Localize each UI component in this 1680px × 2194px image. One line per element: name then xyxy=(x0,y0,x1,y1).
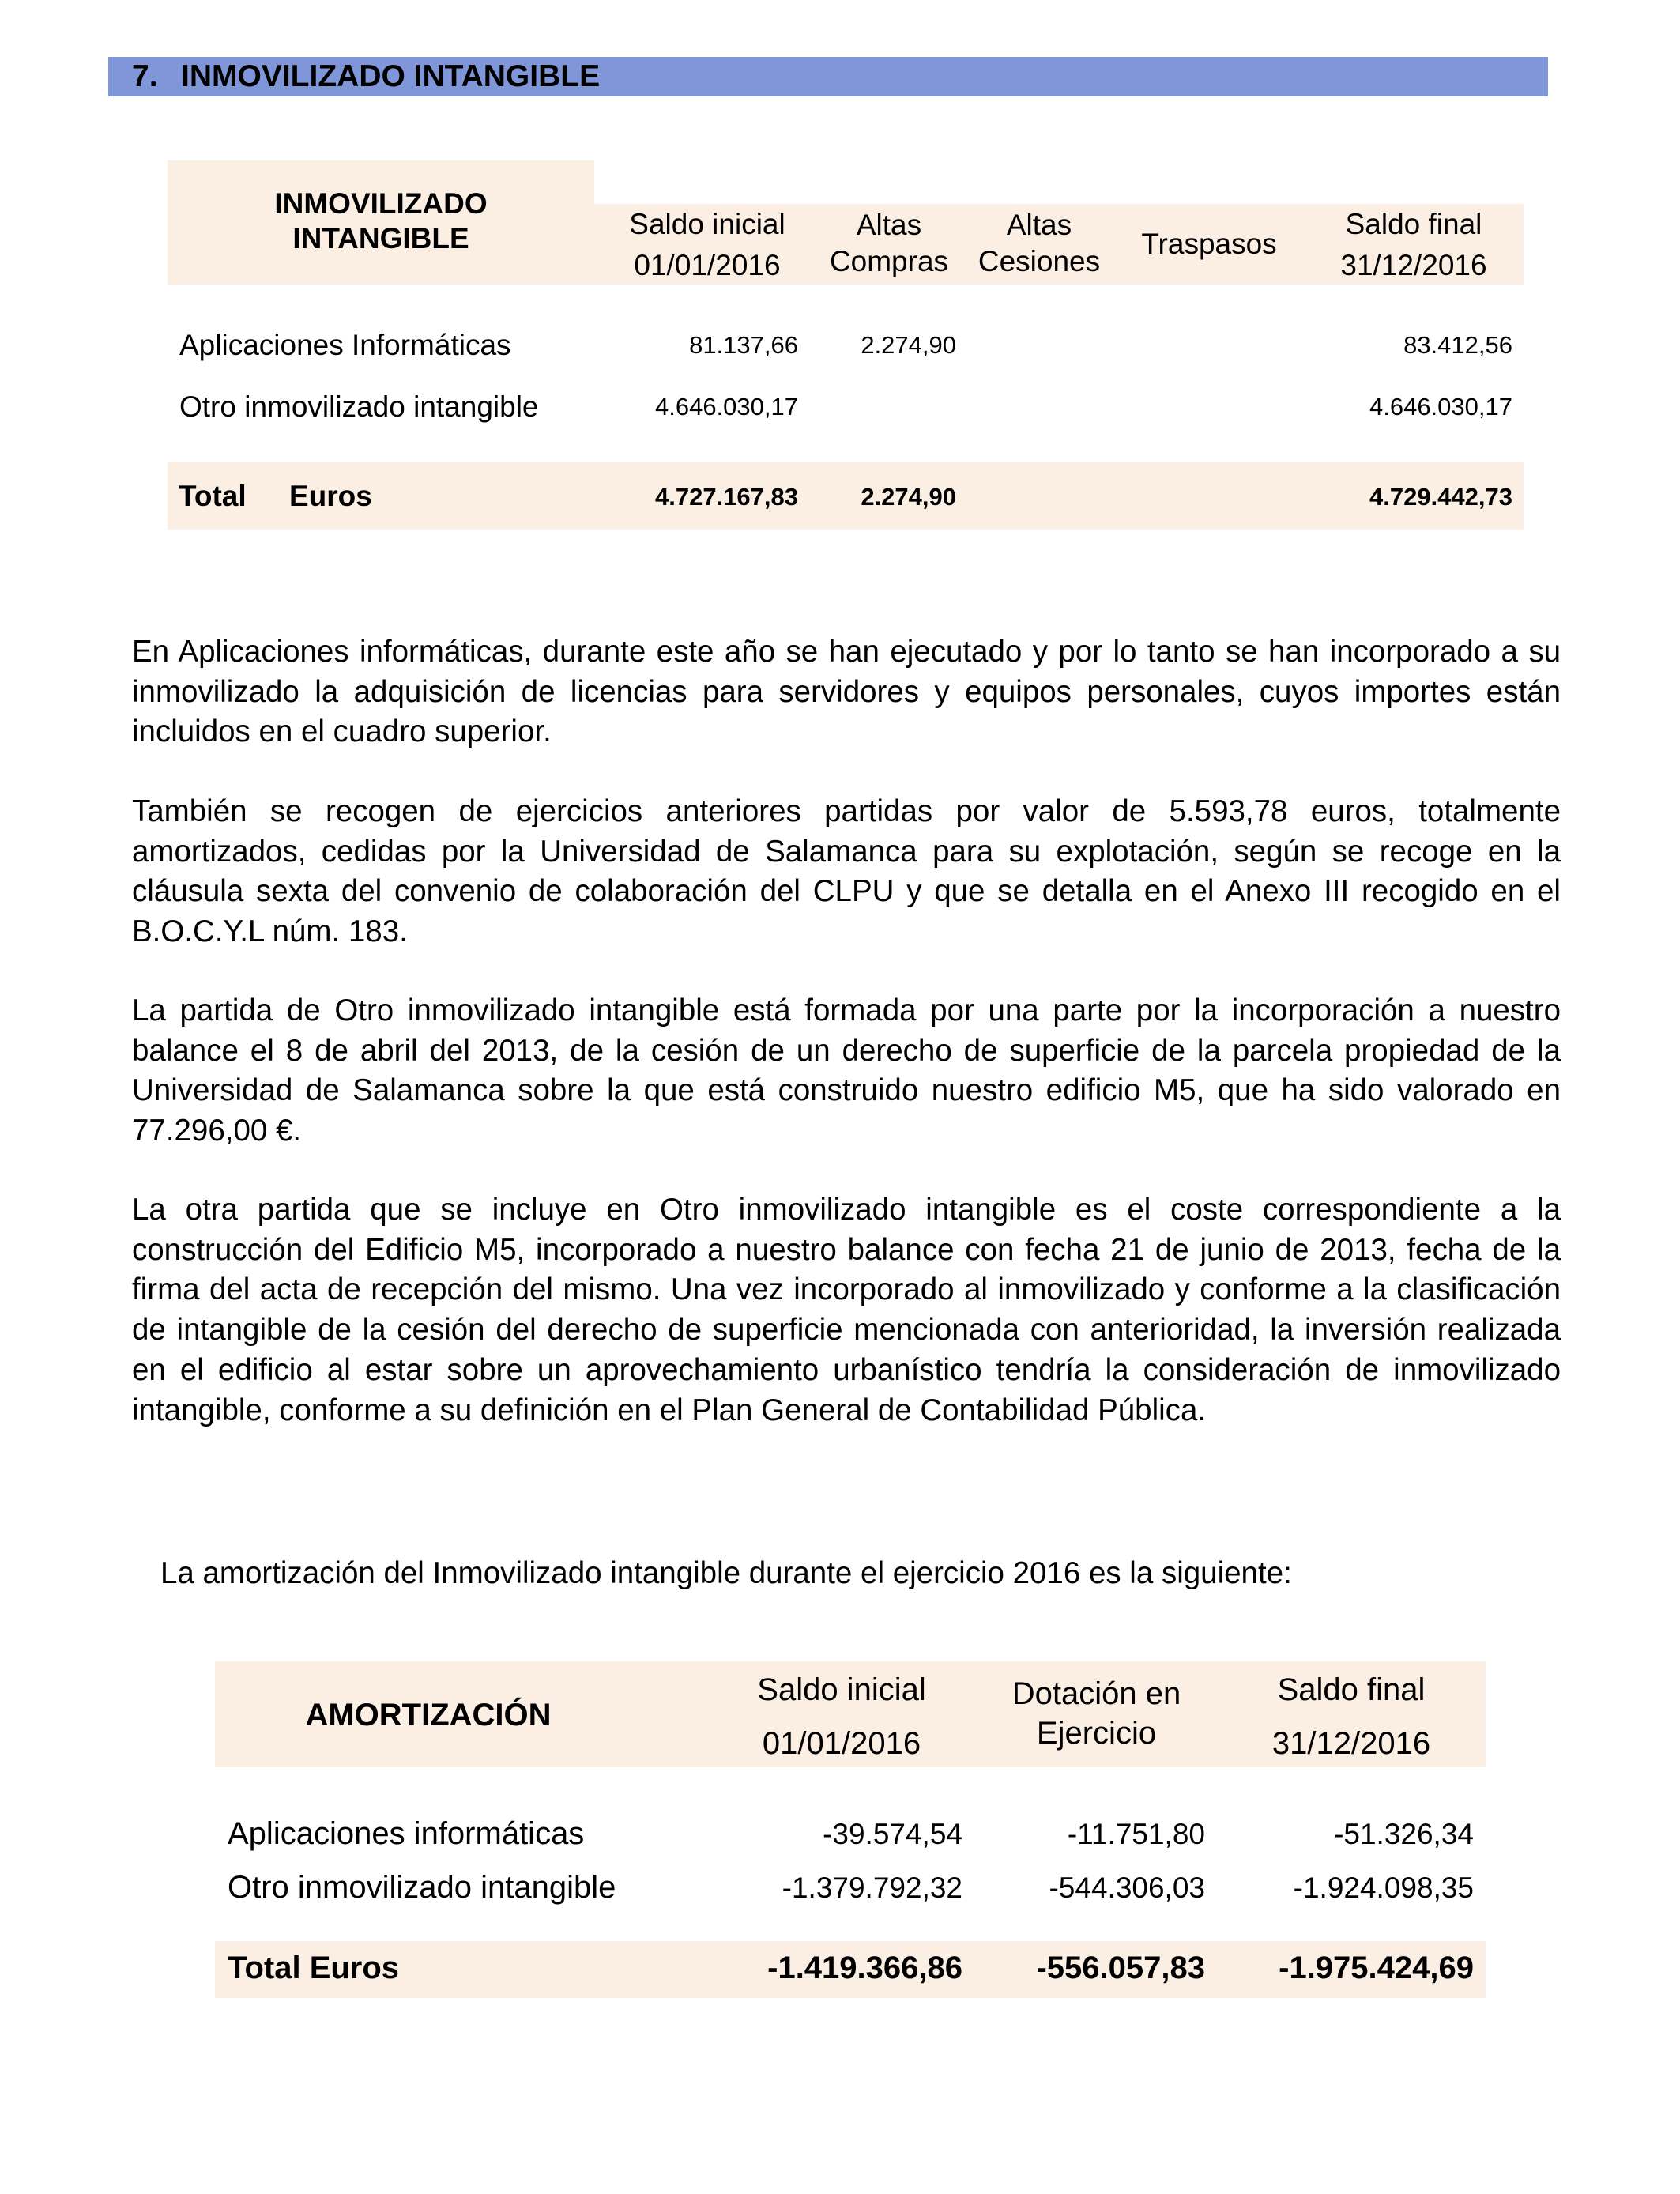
table1-header-saldo-inicial: Saldo inicial 01/01/2016 xyxy=(629,208,785,281)
paragraph: La partida de Otro inmovilizado intangible está formada por una parte por la incorporación a nuestro balance el 8 de abril del 2013, de la cesión de un derecho de superficie de la parcela propiedad de la Universidad de Salamanca sobre la que está construido nuestro edificio M5, que ha sido valorado en 77.296,00 €. xyxy=(132,993,1561,1148)
total-label: Total Euros xyxy=(228,1951,400,1985)
amortizacion-intro: La amortización del Inmovilizado intangible durante el ejercicio 2016 es la siguiente: xyxy=(160,1556,1292,1590)
row-saldo-inicial: 4.646.030,17 xyxy=(654,393,798,420)
row-saldo-inicial: -1.379.792,32 xyxy=(782,1872,962,1904)
table2-header-label: AMORTIZACIÓN xyxy=(305,1698,552,1732)
total-label: Total xyxy=(179,480,247,512)
row-label: Otro inmovilizado intangible xyxy=(228,1870,616,1905)
table2-header-dotacion: Dotación en Ejercicio xyxy=(1011,1676,1181,1751)
table2-header-saldo-final: Saldo final 31/12/2016 xyxy=(1271,1672,1431,1761)
total-saldo-inicial: -1.419.366,86 xyxy=(767,1951,962,1985)
table2-total-row xyxy=(215,1941,1486,1998)
row-saldo-inicial: -39.574,54 xyxy=(823,1818,962,1850)
row-label: Aplicaciones Informáticas xyxy=(179,329,511,361)
table1-header-altas-cesiones: Altas Cesiones xyxy=(977,209,1101,277)
paragraph: La otra partida que se incluye en Otro inmovilizado intangible es el coste correspondiente a la construcción del Edificio M5, incorporado a nuestro balance con fecha 21 de junio de 2013, fecha de la firma del acta de recepción del mismo. Una vez incorporado al inmovilizado y conforme a la clasificación de intangible de la cesión del derecho de superficie mencionada con anterioridad, la inversión realizada en el edificio al estar sobre un aprovechamiento urbanístico tendría la consideración de inmovilizado intangible, conforme a su definición en el Plan General de Contabilidad Pública. xyxy=(132,1193,1561,1427)
section-header xyxy=(108,57,1548,96)
total-saldo-final: 4.729.442,73 xyxy=(1369,483,1512,511)
row-dotacion: -11.751,80 xyxy=(1067,1818,1205,1850)
row-label: Aplicaciones informáticas xyxy=(228,1816,585,1851)
row-altas-compras: 2.274,90 xyxy=(861,331,956,359)
total-saldo-inicial: 4.727.167,83 xyxy=(654,483,798,511)
section-number: 7. xyxy=(132,59,158,93)
table1-total-row xyxy=(168,462,1524,530)
total-dotacion: -556.057,83 xyxy=(1036,1951,1205,1985)
total-saldo-final: -1.975.424,69 xyxy=(1279,1951,1474,1985)
table1-header-altas-compras: Altas Compras xyxy=(829,209,949,277)
row-saldo-inicial: 81.137,66 xyxy=(689,331,798,359)
table1-header-saldo-final: Saldo final 31/12/2016 xyxy=(1340,208,1487,281)
row-label: Otro inmovilizado intangible xyxy=(179,390,539,423)
section-title: INMOVILIZADO INTANGIBLE xyxy=(181,59,601,93)
row-saldo-final: -1.924.098,35 xyxy=(1293,1872,1474,1904)
total-altas-compras: 2.274,90 xyxy=(861,483,956,511)
table1-header-label: INMOVILIZADO INTANGIBLE xyxy=(274,187,488,254)
table1-header-traspasos: Traspasos xyxy=(1141,228,1277,260)
row-dotacion: -544.306,03 xyxy=(1049,1872,1205,1904)
row-saldo-final: 83.412,56 xyxy=(1403,331,1512,359)
row-saldo-final: 4.646.030,17 xyxy=(1369,393,1512,420)
row-saldo-final: -51.326,34 xyxy=(1334,1818,1474,1850)
table2-header-saldo-inicial: Saldo inicial 01/01/2016 xyxy=(757,1672,926,1761)
paragraph: En Aplicaciones informáticas, durante este año se han ejecutado y por lo tanto se han incorporado a su inmovilizado la adquisición de licencias para servidores y equipos personales, cuyos importes están incluidos en el cuadro superior. xyxy=(132,635,1561,749)
total-label-unit: Euros xyxy=(289,480,372,512)
paragraph: También se recogen de ejercicios anteriores partidas por valor de 5.593,78 euros, totalmente amortizados, cedidas por la Universidad de Salamanca para su explotación, según se recoge en la cláusula sexta del convenio de colaboración del CLPU y que se detalla en el Anexo III recogido en el B.O.C.Y.L núm. 183. xyxy=(132,794,1561,949)
